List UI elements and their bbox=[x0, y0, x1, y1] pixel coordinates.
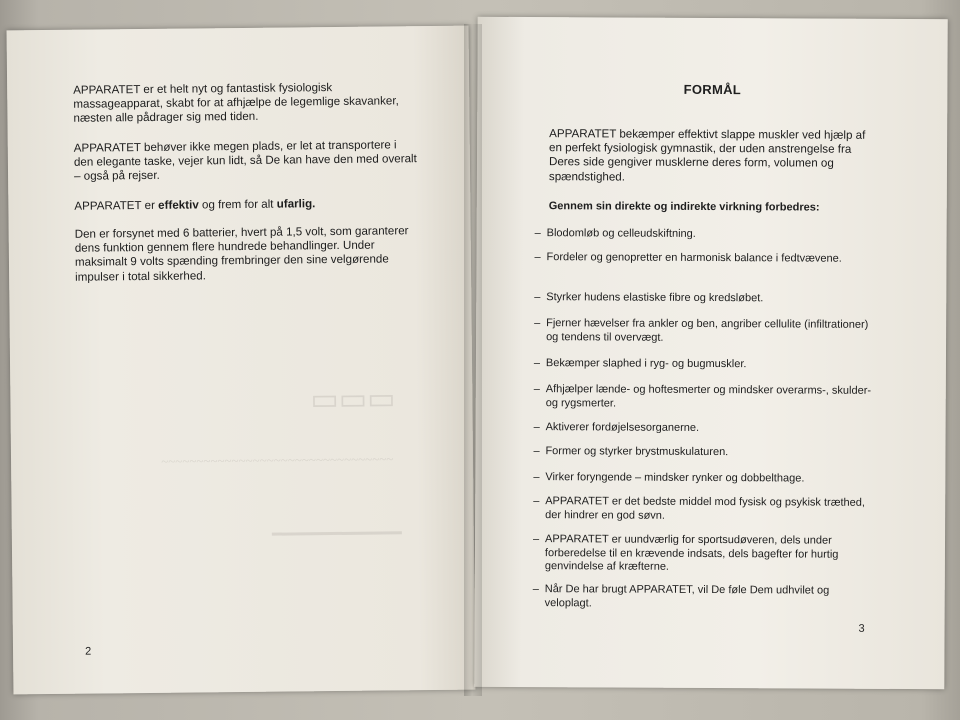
effective-paragraph bbox=[74, 196, 419, 214]
page-number: 2 bbox=[84, 645, 92, 658]
list-item: – APPARATET er det bedste middel mod fysisk og psykisk træthed, der hindrer en god søvn. bbox=[533, 495, 865, 522]
dash-bullet: – bbox=[534, 227, 541, 240]
bleed-through-mark: ▭▭▭ bbox=[310, 382, 396, 417]
bleed-through-mark: ~~~~~~~~~~~~~~~~~~~~~~~~~~~~~~~~~ bbox=[160, 451, 394, 469]
list-item: – APPARATET er uundværlig for sportsudøveren, dels under forberedelse til en krævende indsats, dels bagefter for hurtig genvindelse af kræfterne. bbox=[532, 533, 839, 573]
list-item: – Fordeler og genopretter en harmonisk balance i fedtvævene. bbox=[534, 251, 842, 265]
dash-bullet: – bbox=[533, 357, 541, 370]
list-item: – Afhjælper lænde- og hoftesmerter og mindsker overarms-, skulder- og rygsmerter. bbox=[533, 383, 872, 410]
right-page bbox=[474, 17, 948, 689]
list-item: – Virker foryngende – mindsker rynker og dobbelthage. bbox=[533, 471, 805, 485]
list-item: – Fjerner hævelser fra ankler og ben, angriber cellulite (infiltrationer) og tendens til overvægt. bbox=[534, 317, 869, 344]
effective-middle: og frem for alt bbox=[198, 197, 277, 212]
battery-paragraph: Den er forsynet med 6 batterier, hvert på 1,5 volt, som garanterer dens funktion gennem flere hundrede behandlinger. Under maksimalt 9 volts spænding frembringer den sine velgørende impulser i total sikkerhed. bbox=[74, 224, 409, 284]
dash-bullet: – bbox=[533, 421, 540, 434]
dash-bullet: – bbox=[534, 317, 541, 330]
dash-bullet: – bbox=[533, 495, 540, 508]
dash-bullet: – bbox=[532, 583, 539, 596]
portability-paragraph: APPARATET behøver ikke megen plads, er let at transportere i den elegante taske, vejer kun lidt, så De kan have den med overalt – også på rejser. bbox=[73, 138, 417, 184]
dash-bullet: – bbox=[533, 383, 540, 396]
dash-bullet: – bbox=[532, 533, 540, 546]
left-page bbox=[7, 26, 476, 695]
list-item: – Blodomløb og celleudskiftning. bbox=[534, 227, 696, 240]
effective-bold: effektiv bbox=[158, 198, 199, 212]
effective-prefix: APPARATET er bbox=[74, 198, 159, 213]
list-item: – Aktiverer fordøjelsesorganerne. bbox=[533, 421, 700, 434]
dash-bullet: – bbox=[533, 471, 540, 484]
dash-bullet: – bbox=[533, 445, 540, 458]
book-gutter bbox=[464, 24, 482, 696]
list-item: – Bekæmper slaphed i ryg- og bugmuskler. bbox=[533, 357, 747, 371]
dash-bullet: – bbox=[534, 291, 541, 304]
list-item: – Når De har brugt APPARATET, vil De føle Dem udhvilet og veloplagt. bbox=[532, 583, 830, 609]
subheading: Gennem sin direkte og indirekte virkning forbedres: bbox=[548, 200, 820, 214]
intro-paragraph: APPARATET er et helt nyt og fantastisk fysiologisk massageapparat, skabt for at afhjælpe de legemlige skavanker, næsten alle pådrager sig med tiden. bbox=[73, 81, 399, 126]
bleed-through-mark: ▬▬▬▬▬▬▬▬▬▬▬▬▬ bbox=[271, 526, 402, 539]
list-item: – Former og styrker brystmuskulaturen. bbox=[533, 445, 729, 459]
intro-paragraph: APPARATET bekæmper effektivt slappe muskler ved hjælp af en perfekt fysiologisk gymnastik, der uden anstrengelse fra Deres side gengiver musklerne deres form, volumen og spændstighed. bbox=[548, 127, 866, 184]
list-item: – Styrker hudens elastiske fibre og kredsløbet. bbox=[534, 291, 764, 305]
dash-bullet: – bbox=[534, 251, 541, 264]
page-title: FORMÅL bbox=[683, 81, 742, 98]
safe-bold: ufarlig. bbox=[276, 197, 316, 211]
page-number: 3 bbox=[858, 622, 865, 635]
